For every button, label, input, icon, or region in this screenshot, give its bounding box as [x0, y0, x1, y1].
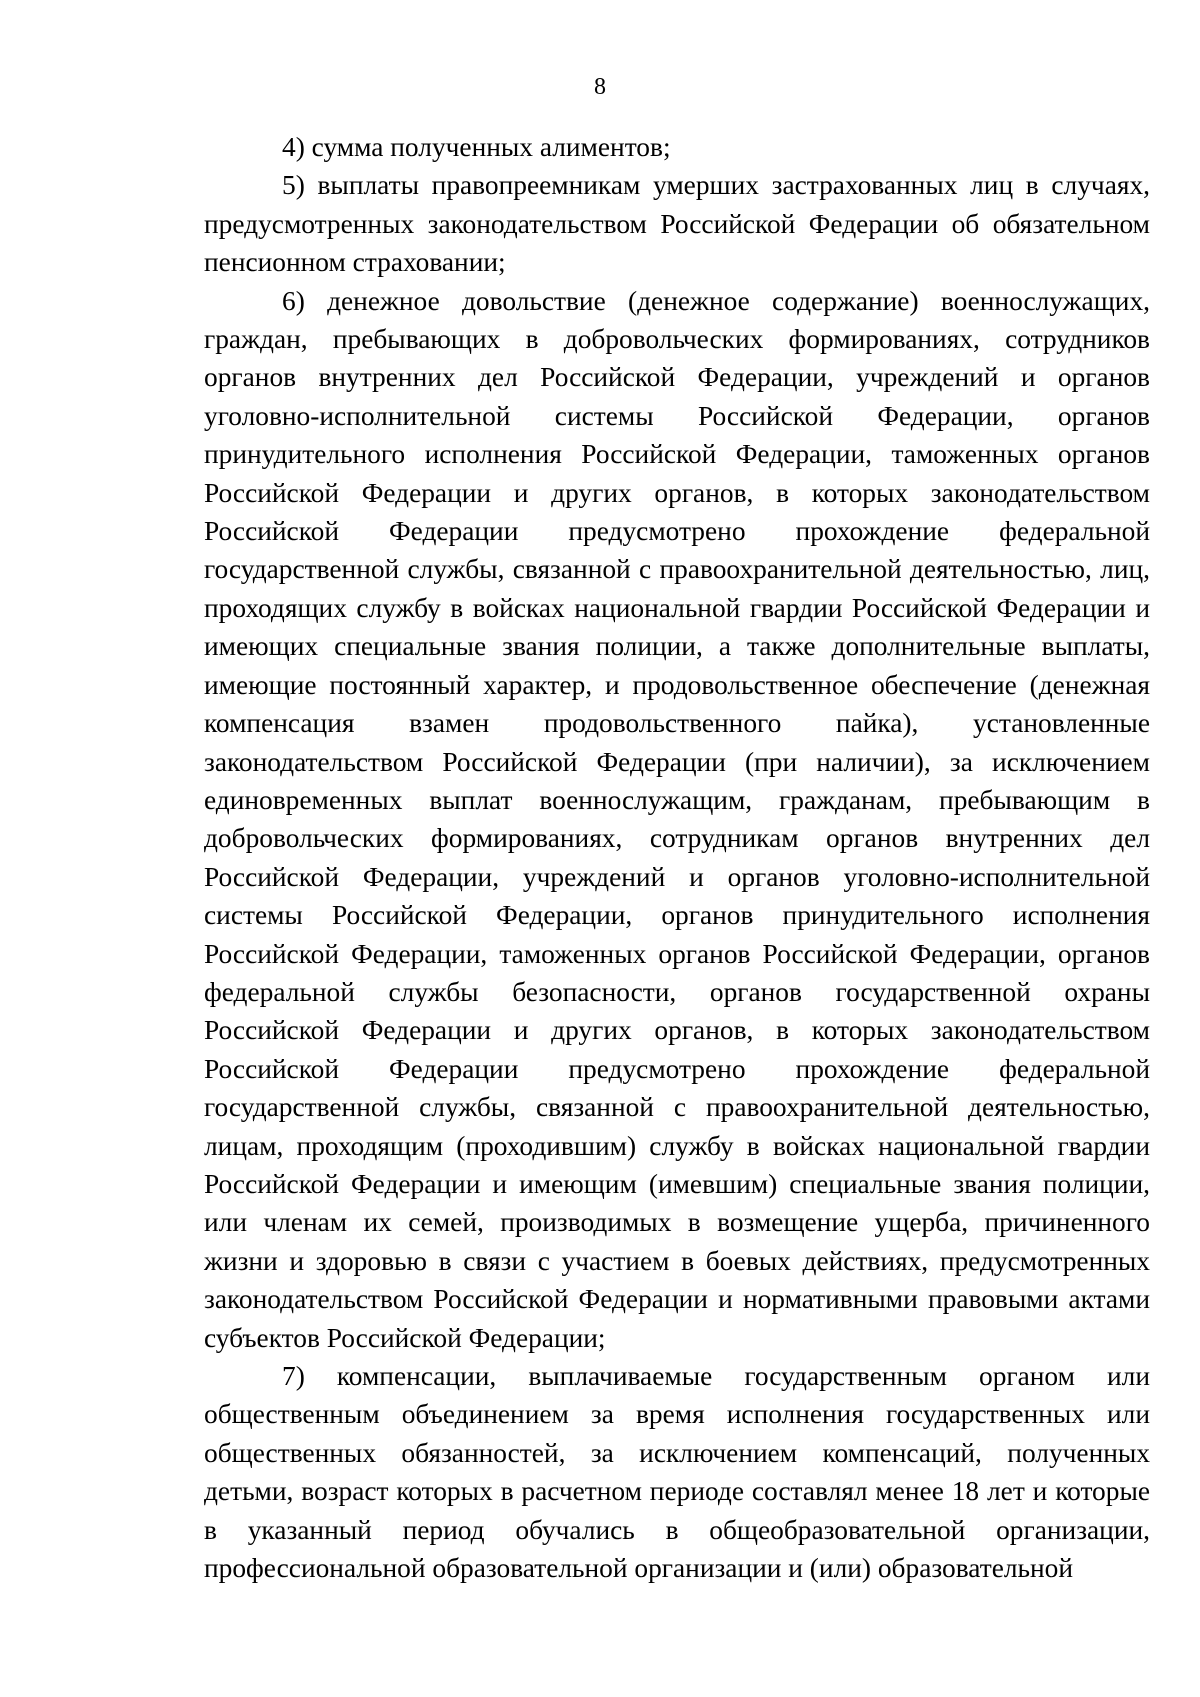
page-number: 8 [594, 74, 606, 100]
paragraph-item-6: 6) денежное довольствие (денежное содержание) военнослужащих, граждан, пребывающих в добровольческих формированиях, сотрудников органов внутренних дел Российской Федерации, учреждений и органов уголовно-исполнительной системы Российской Федерации, органов принудительного исполнения Российской Федерации, таможенных органов Российской Федерации и других органов, в которых законодательством Российской Федерации предусмотрено прохождение федеральной государственной службы, связанной с правоохранительной деятельностью, лиц, проходящих службу в войсках национальной гвардии Российской Федерации и имеющих специальные звания полиции, а также дополнительные выплаты, имеющие постоянный характер, и продовольственное обеспечение (денежная компенсация взамен продовольственного пайка), установленные законодательством Российской Федерации (при наличии), за исключением единовременных выплат военнослужащим, гражданам, пребывающим в добровольческих формированиях, сотрудникам органов внутренних дел Российской Федерации, учреждений и органов уголовно-исполнительной системы Российской Федерации, органов принудительного исполнения Российской Федерации, таможенных органов Российской Федерации, органов федеральной службы безопасности, органов государственной охраны Российской Федерации и других органов, в которых законодательством Российской Федерации предусмотрено прохождение федеральной государственной службы, связанной с правоохранительной деятельностью, лицам, проходящим (проходившим) службу в войсках национальной гвардии Российской Федерации и имеющим (имевшим) специальные звания полиции, или членам их семей, производимых в возмещение ущерба, причиненного жизни и здоровью в связи с участием в боевых действиях, предусмотренных законодательством Российской Федерации и нормативными правовыми актами субъектов Российской Федерации; [204, 285, 1150, 1353]
paragraph-item-7: 7) компенсации, выплачиваемые государственным органом или общественным объединением за время исполнения государственных или общественных обязанностей, за исключением компенсаций, полученных детьми, возраст которых в расчетном периоде составлял менее 18 лет и которые в указанный период обучались в общеобразовательной организации, профессиональной образовательной организации и (или) образовательной [204, 1361, 1150, 1584]
paragraph-item-4: 4) сумма полученных алиментов; [282, 132, 671, 162]
paragraph-item-5: 5) выплаты правопреемникам умерших застрахованных лиц в случаях, предусмотренных законодательством Российской Федерации об обязательном пенсионном страховании; [204, 170, 1150, 278]
document-body [204, 128, 1150, 1587]
